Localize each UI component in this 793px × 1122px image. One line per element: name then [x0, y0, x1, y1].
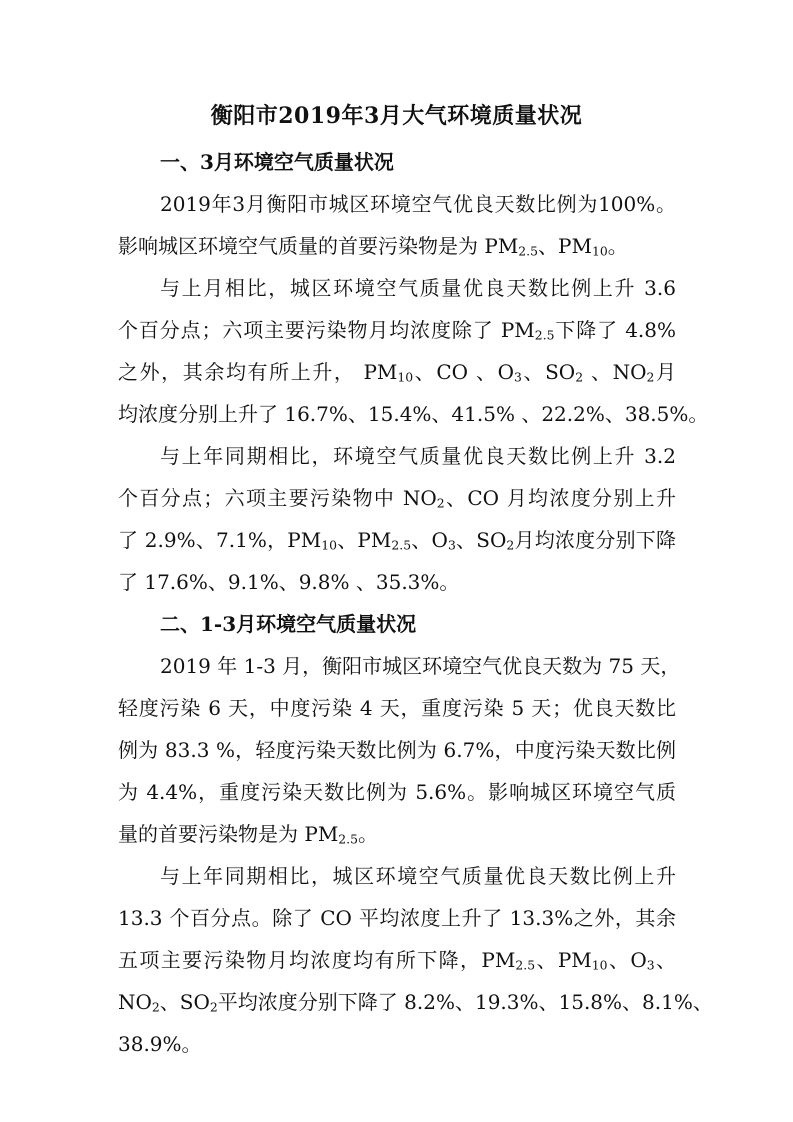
- s1-p3-line-1: 与上年同期相比，环境空气质量优良天数比例上升 3.2: [160, 444, 676, 468]
- s2-p2-line-1: 与上年同期相比，城区环境空气质量优良天数比例上升: [160, 864, 676, 888]
- s2-p1-line-1: 2019 年 1-3 月，衡阳市城区环境空气优良天数为 75 天，: [160, 654, 681, 678]
- section-2-heading: 二、1-3月环境空气质量状况: [160, 612, 417, 636]
- s1-p3-line-4: 了 17.6%、9.1%、9.8% 、35.3%。: [118, 570, 460, 594]
- s1-p3-line-3: 了 2.9%、7.1%，$PM_{10}$、$PM_{2.5}$、$O_3$、$SO_2$月均浓度分别下降: [118, 528, 677, 553]
- s2-p1-line-5: 量的首要污染物是为 $PM_{2.5}$。: [118, 822, 379, 847]
- document-title: 衡阳市2019年3月大气环境质量状况: [210, 103, 583, 129]
- s1-p2-line-4: 均浓度分别上升了 16.7%、15.4%、41.5% 、22.2%、38.5%。: [118, 402, 709, 426]
- s1-p2-line-2: 个百分点；六项主要污染物月均浓度除了 $PM_{2.5}$下降了 4.8%: [118, 318, 677, 343]
- s1-p1-line-2: 影响城区环境空气质量的首要污染物是为 $PM_{2.5}$、$PM_{10}$。: [118, 234, 628, 259]
- s1-p1-line-1: 2019年3月衡阳市城区环境空气优良天数比例为100%。: [160, 192, 676, 216]
- s2-p1-line-4: 为 4.4%，重度污染天数比例为 5.6%。影响城区环境空气质: [118, 780, 676, 804]
- s1-p2-line-3: 之外，其余均有所上升， $PM_{10}$、CO 、$O_3$、$SO_2$ 、$NO_2$月: [118, 360, 676, 385]
- s1-p3-line-2: 个百分点；六项主要污染物中 $NO_2$、CO 月均浓度分别上升: [118, 486, 676, 511]
- s2-p2-line-2: 13.3 个百分点。除了 CO 平均浓度上升了 13.3%之外，其余: [118, 906, 676, 930]
- s2-p2-line-5: 38.9%。: [118, 1032, 202, 1056]
- section-1-heading: 一、3月环境空气质量状况: [160, 150, 394, 174]
- s2-p1-line-3: 例为 83.3 %，轻度污染天数比例为 6.7%，中度污染天数比例: [118, 738, 676, 762]
- s2-p1-line-2: 轻度污染 6 天，中度污染 4 天，重度污染 5 天；优良天数比: [118, 696, 676, 720]
- s1-p2-line-1: 与上月相比，城区环境空气质量优良天数比例上升 3.6: [160, 276, 676, 300]
- s2-p2-line-3: 五项主要污染物月均浓度均有所下降，$PM_{2.5}$、$PM_{10}$、$O_3$、: [118, 948, 677, 973]
- s2-p2-line-4: $NO_2$、$SO_2$平均浓度分别下降了 8.2%、19.3%、15.8%、8.1%、: [118, 990, 713, 1015]
